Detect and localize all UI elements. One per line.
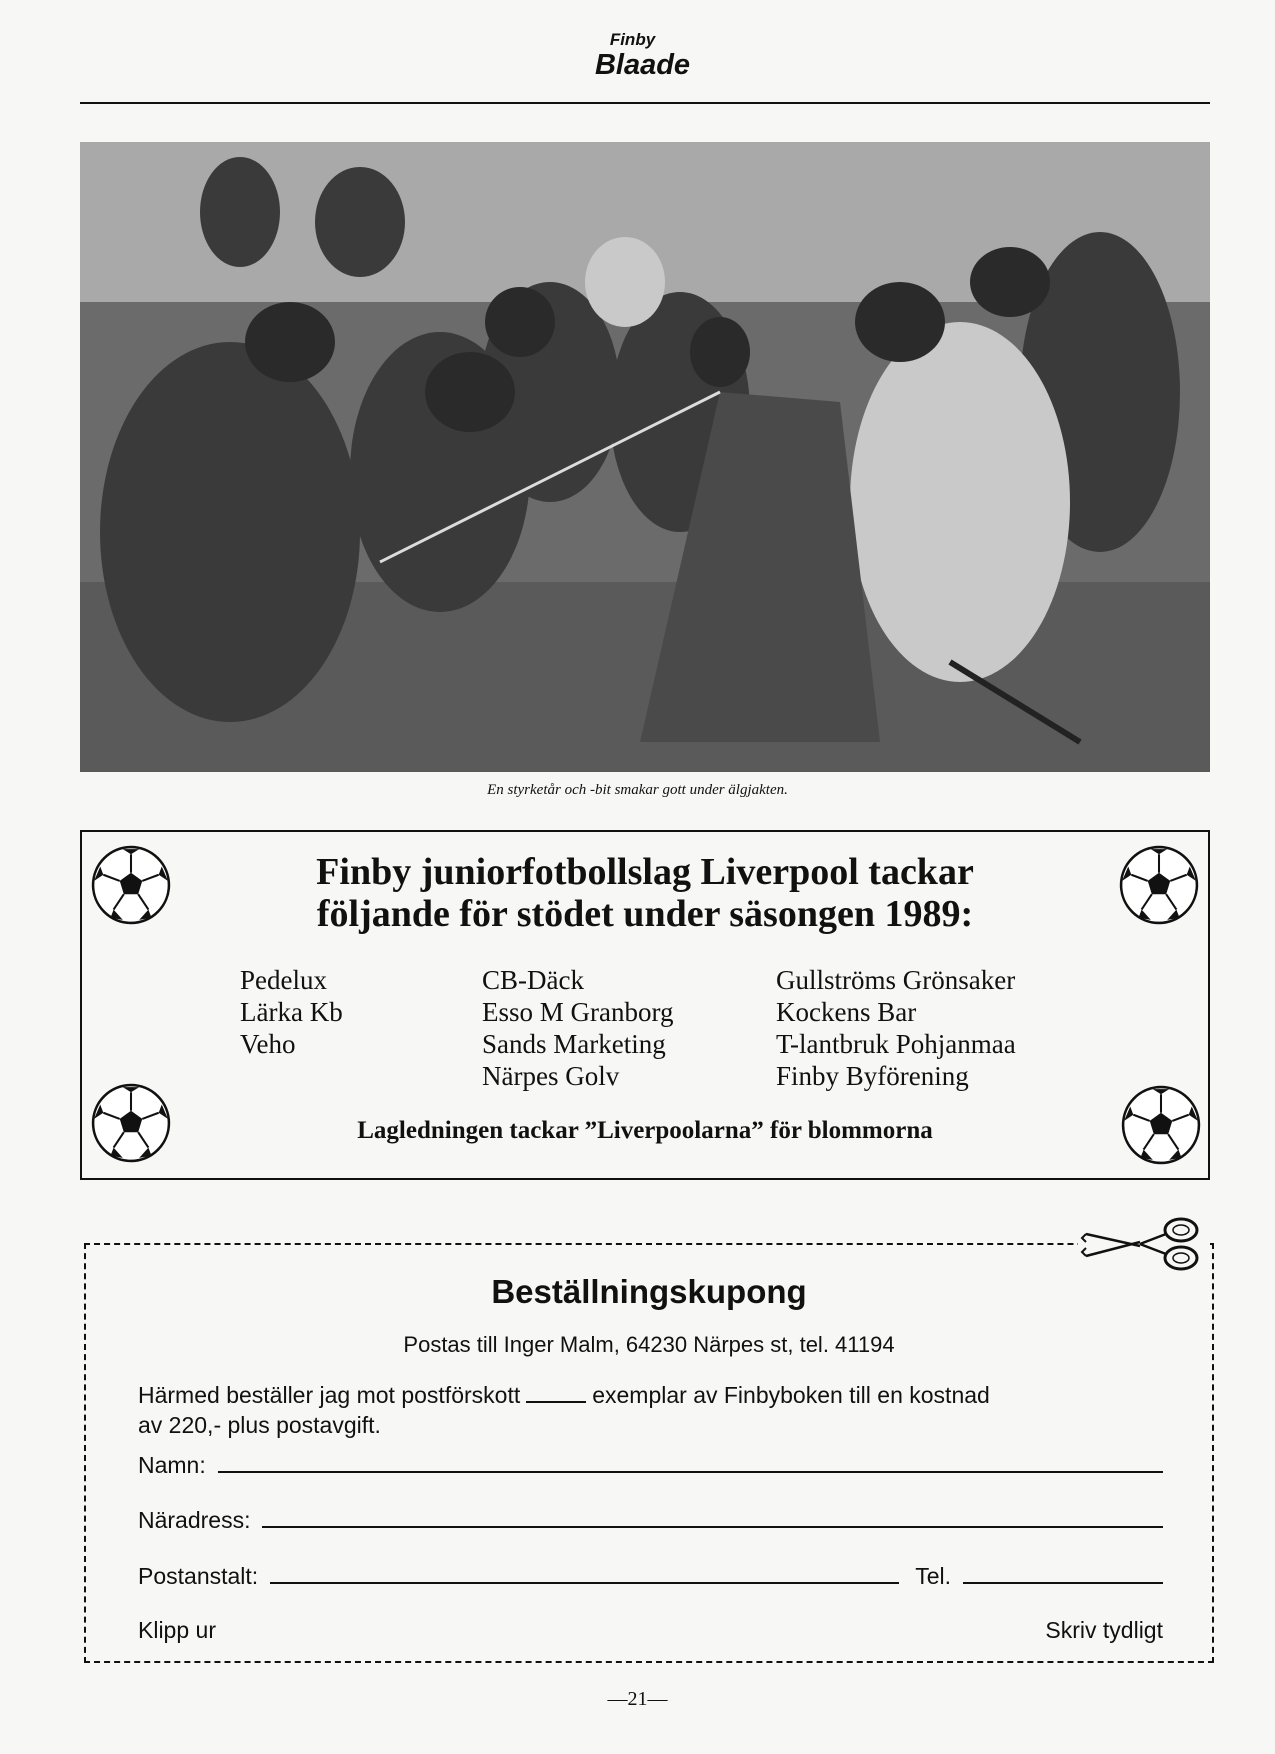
- header-rule: [80, 102, 1210, 104]
- coupon-order-text: [138, 1380, 1163, 1440]
- legible-label: Skriv tydligt: [1045, 1617, 1163, 1643]
- sponsor-title: [82, 852, 1208, 936]
- sponsor-column-1: [240, 964, 343, 1060]
- name-field[interactable]: [218, 1471, 1163, 1473]
- phone-field[interactable]: [963, 1582, 1163, 1584]
- sponsor-item: T-lantbruk Pohjanmaa: [776, 1029, 1016, 1059]
- name-label: Namn:: [138, 1452, 206, 1478]
- sponsor-item: Lärka Kb: [240, 997, 343, 1027]
- photo-caption: En styrketår och -bit smakar gott under älgjakten.: [487, 782, 788, 798]
- sponsor-thanks: Lagledningen tackar ”Liverpoolarna” för blommorna: [357, 1117, 933, 1144]
- page-number: —21—: [607, 1688, 668, 1710]
- address-field[interactable]: [262, 1526, 1163, 1528]
- sponsor-title-line2: följande för stödet under säsongen 1989:: [316, 892, 974, 935]
- phone-label: Tel.: [915, 1563, 951, 1589]
- sponsor-item: Kockens Bar: [776, 997, 917, 1027]
- cut-label: Klipp ur: [138, 1617, 216, 1643]
- post-office-row: [138, 1563, 1163, 1590]
- order-text-after: exemplar av Finbyboken till en kostnad: [592, 1382, 990, 1408]
- order-text-before: Härmed beställer jag mot postförskott: [138, 1382, 521, 1408]
- sponsor-title-line1: Finby juniorfotbollslag Liverpool tackar: [316, 851, 974, 893]
- sponsor-box: [80, 830, 1210, 1180]
- sponsor-item: Finby Byförening: [776, 1061, 969, 1091]
- coupon-title: Beställningskupong: [491, 1273, 807, 1310]
- sponsor-column-2: [482, 964, 674, 1092]
- post-office-label: Postanstalt:: [138, 1563, 259, 1589]
- sponsor-item: Pedelux: [240, 965, 327, 995]
- coupon-footer: [138, 1617, 1163, 1644]
- order-text-line2: av 220,- plus postavgift.: [138, 1412, 381, 1438]
- sponsor-item: CB-Däck: [482, 965, 584, 995]
- masthead: [0, 30, 1275, 82]
- sponsor-item: Sands Marketing: [482, 1029, 666, 1059]
- scissors-icon: [1078, 1212, 1210, 1272]
- soccer-ball-icon: [90, 844, 172, 926]
- address-label: Näradress:: [138, 1507, 251, 1533]
- soccer-ball-icon: [1118, 844, 1200, 926]
- address-row: [138, 1507, 1163, 1534]
- post-office-field[interactable]: [270, 1582, 899, 1584]
- sponsor-column-3: [776, 964, 1016, 1092]
- sponsor-item: Närpes Golv: [482, 1061, 620, 1091]
- masthead-title: Blaade: [594, 49, 691, 81]
- name-row: [138, 1452, 1163, 1479]
- masthead-line1: Finby: [609, 30, 656, 49]
- coupon-address: Postas till Inger Malm, 64230 Närpes st, tel. 41194: [403, 1332, 895, 1357]
- sponsor-item: Esso M Granborg: [482, 997, 674, 1027]
- sponsor-item: Gullströms Grönsaker: [776, 965, 1016, 995]
- hunting-photo: [80, 142, 1210, 772]
- order-coupon: [84, 1243, 1214, 1663]
- quantity-field[interactable]: [526, 1383, 586, 1403]
- sponsor-item: Veho: [240, 1029, 296, 1059]
- soccer-ball-icon: [90, 1082, 172, 1164]
- soccer-ball-icon: [1120, 1084, 1202, 1166]
